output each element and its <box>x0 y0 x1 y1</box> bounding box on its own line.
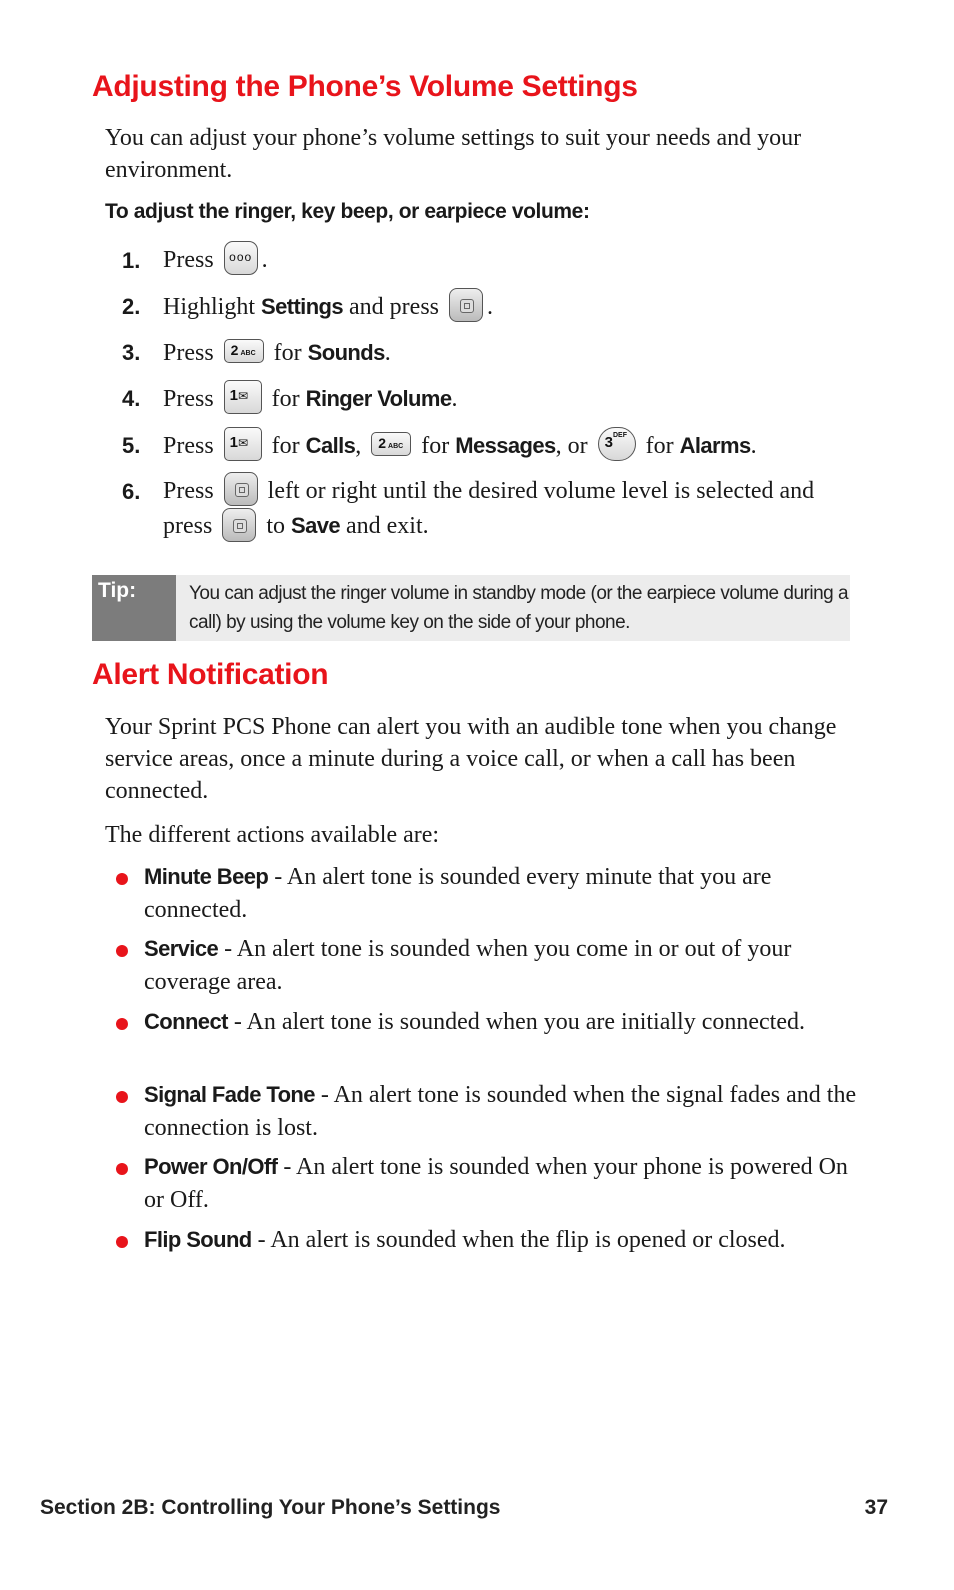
key-3-icon: $3^{DEF}$ <box>598 427 636 461</box>
calls-term: Calls <box>305 433 356 458</box>
section-title-volume: Adjusting the Phone’s Volume Settings <box>92 70 638 103</box>
step-2: 2. Highlight Settings and press . <box>122 290 862 325</box>
procedure-heading: To adjust the ringer, key beep, or earpiece volume: <box>105 200 590 223</box>
key-1-icon: 1✉ <box>224 380 262 414</box>
alert-intro: Your Sprint PCS Phone can alert you with an audible tone when you change service areas, once a minute during a voice call, or when a call has been connected. <box>105 714 837 804</box>
section-title-alert: Alert Notification <box>92 658 329 691</box>
navigation-key-icon <box>224 472 258 506</box>
list-item: Signal Fade Tone - An alert tone is sounded when the signal fades and the connection is lost. <box>116 1078 861 1145</box>
key-2-icon: 2 ABC <box>371 432 411 456</box>
tip-text: You can adjust the ringer volume in standby mode (or the earpiece volume during a call) by using the volume key on the side of your phone. <box>189 583 849 633</box>
tip-box <box>92 575 850 641</box>
list-item: Flip Sound - An alert is sounded when the flip is opened or closed. <box>116 1223 861 1257</box>
bullet-icon <box>116 873 128 885</box>
messages-term: Messages <box>455 433 556 458</box>
list-item: Power On/Off - An alert tone is sounded when your phone is powered On or Off. <box>116 1150 861 1217</box>
page-number: 37 <box>864 1496 888 1519</box>
bullet-icon <box>116 1163 128 1175</box>
list-item: Minute Beep - An alert tone is sounded every minute that you are connected. <box>116 860 861 927</box>
list-item: Connect - An alert tone is sounded when you are initially connected. <box>116 1005 861 1039</box>
bullet-icon <box>116 1236 128 1248</box>
step-1: 1. Press ooo . <box>122 244 862 278</box>
ringer-volume-term: Ringer Volume <box>305 386 452 411</box>
navigation-key-icon <box>222 508 256 542</box>
key-2-icon: 2 ABC <box>224 339 264 363</box>
settings-term: Settings <box>261 294 344 319</box>
key-1-icon: 1✉ <box>224 427 262 461</box>
tip-label: Tip: <box>92 575 176 641</box>
sounds-term: Sounds <box>307 340 385 365</box>
navigation-key-icon <box>449 288 483 322</box>
menu-key-icon: ooo <box>224 241 258 275</box>
save-term: Save <box>291 513 340 539</box>
volume-intro: You can adjust your phone’s volume settings to suit your needs and your environment. <box>105 125 802 183</box>
bullet-icon <box>116 1091 128 1103</box>
alarms-term: Alarms <box>679 433 751 458</box>
step-5: 5. Press 1✉ for Calls, 2 ABC for Messages, or $3^{DEF}$ for Alarms. <box>122 429 862 464</box>
list-item: Service - An alert tone is sounded when you come in or out of your coverage area. <box>116 932 861 999</box>
step-6: 6. Press left or right until the desired volume level is selected and press to Save and exit. <box>122 475 862 545</box>
footer-section-title: Section 2B: Controlling Your Phone’s Settings <box>40 1496 501 1519</box>
bullet-icon <box>116 1018 128 1030</box>
bullet-icon <box>116 945 128 957</box>
step-3: 3. Press 2 ABC for Sounds. <box>122 340 391 366</box>
actions-intro: The different actions available are: <box>105 822 440 848</box>
step-4: 4. Press 1✉ for Ringer Volume. <box>122 382 862 417</box>
